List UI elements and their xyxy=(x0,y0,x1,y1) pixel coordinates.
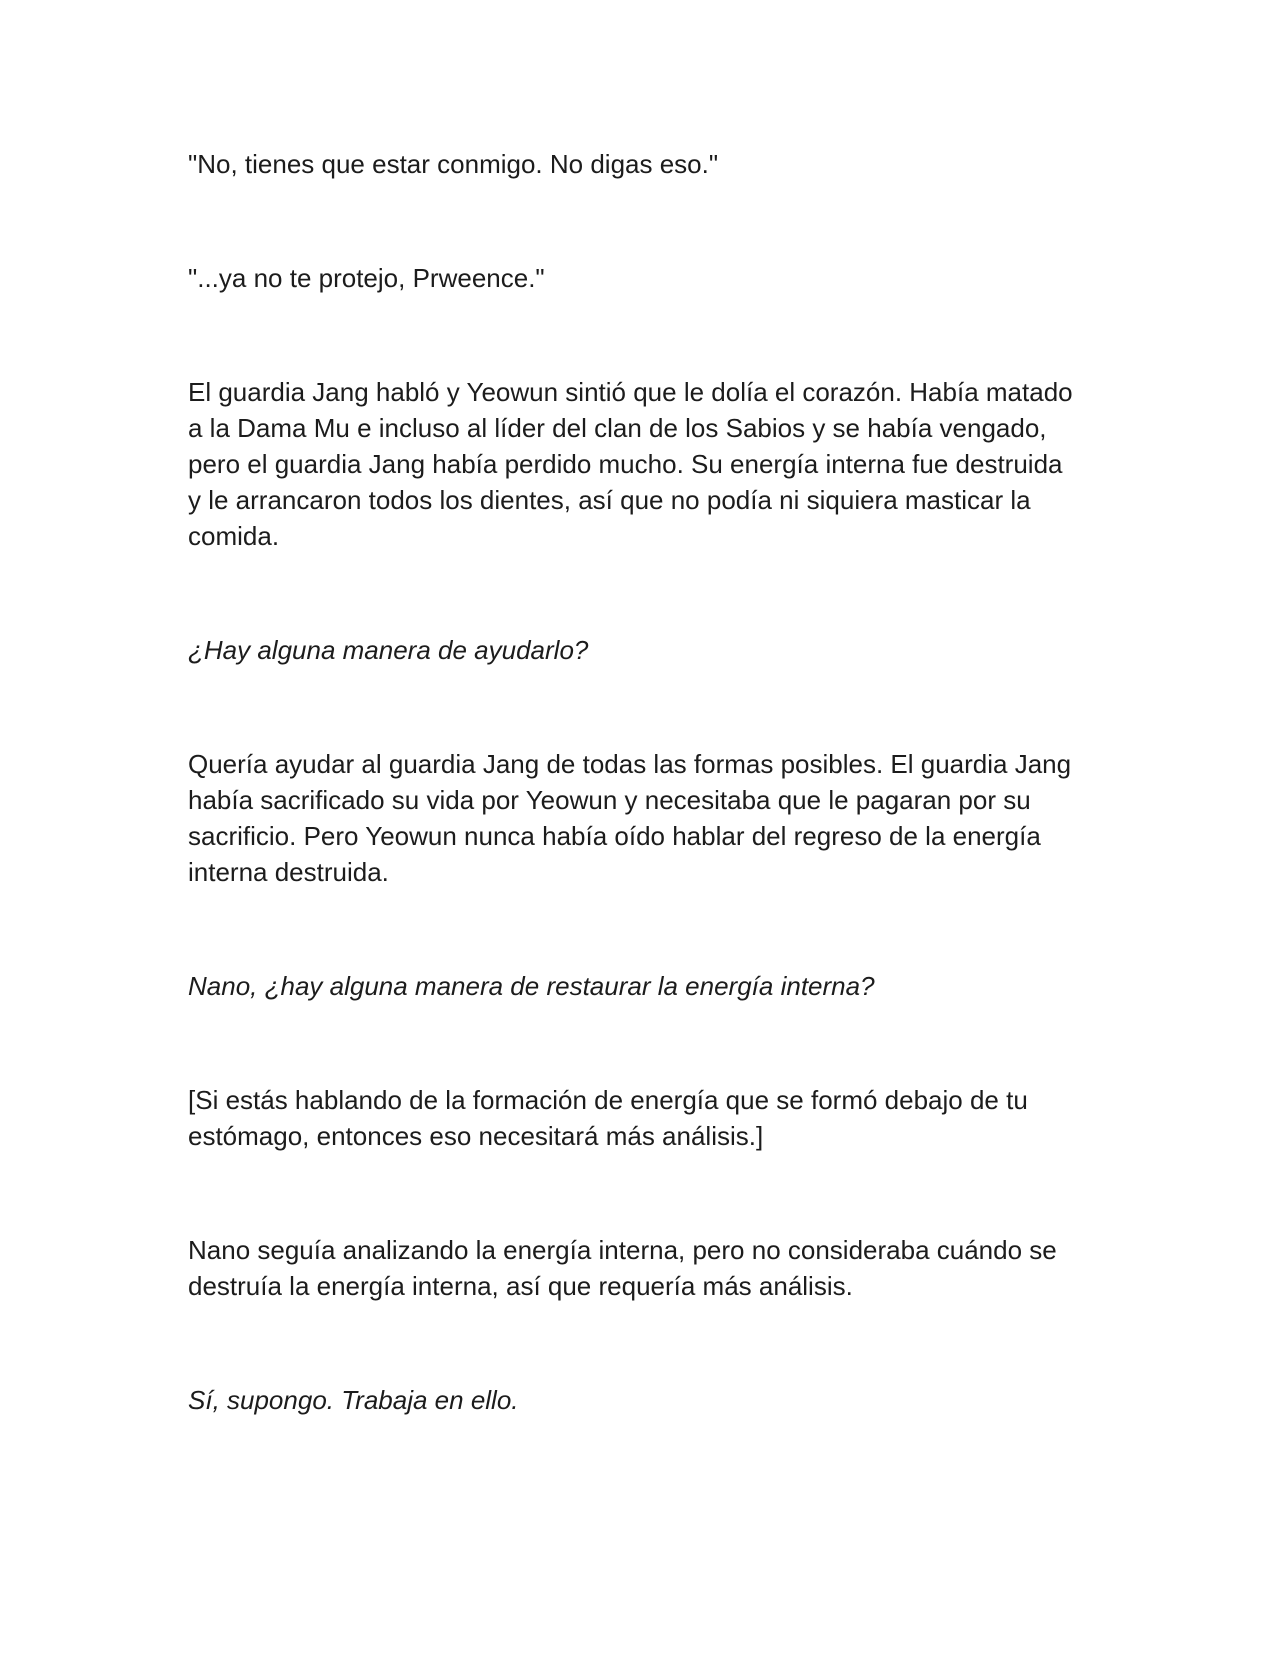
paragraph-narration-2: Quería ayudar al guardia Jang de todas las formas posibles. El guardia Jang había sacrificado su vida por Yeowun y necesitaba que le pagaran por su sacrificio. Pero Yeowun nunca había oído hablar del regreso de la energía interna destruida. xyxy=(188,749,1072,887)
paragraph-narration-3: Nano seguía analizando la energía interna, pero no consideraba cuándo se destruía la energía interna, así que requería más análisis. xyxy=(188,1235,1057,1301)
paragraph-thought-3: Sí, supongo. Trabaja en ello. xyxy=(188,1385,519,1415)
paragraph-dialogue-2: "...ya no te protejo, Prweence." xyxy=(188,263,545,293)
paragraph-narration-1: El guardia Jang habló y Yeowun sintió que le dolía el corazón. Había matado a la Dama Mu e incluso al líder del clan de los Sabios y se había vengado, pero el guardia Jang había perdido mucho. Su energía interna fue destruida y le arrancaron todos los dientes, así que no podía ni siquiera masticar la comida. xyxy=(188,377,1073,551)
paragraph-thought-2: Nano, ¿hay alguna manera de restaurar la energía interna? xyxy=(188,971,875,1001)
paragraph-system-message: [Si estás hablando de la formación de energía que se formó debajo de tu estómago, entonces eso necesitará más análisis.] xyxy=(188,1085,1028,1151)
paragraph-thought-1: ¿Hay alguna manera de ayudarlo? xyxy=(188,635,589,665)
paragraph-dialogue-1: "No, tienes que estar conmigo. No digas eso." xyxy=(188,149,719,179)
document-body xyxy=(188,146,1078,1418)
